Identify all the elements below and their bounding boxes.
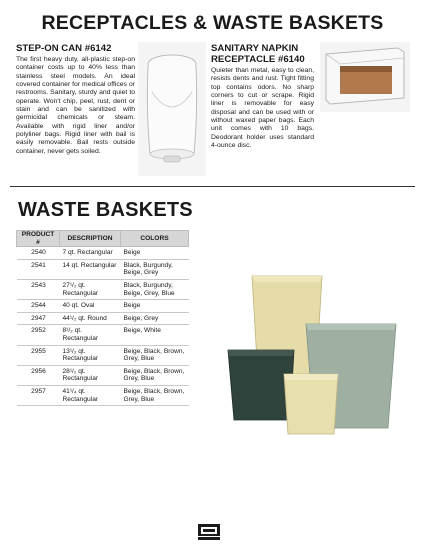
table-row	[17, 300, 189, 313]
brand-logo-icon	[198, 524, 220, 540]
product-number: 2541	[17, 259, 60, 279]
product-number: 2540	[17, 247, 60, 260]
table-row	[17, 259, 189, 279]
product-colors: Beige	[121, 247, 189, 260]
product-colors: Beige	[121, 300, 189, 313]
product-colors: Beige, Grey	[121, 312, 189, 325]
product-title-napkin-receptacle: SANITARY NAPKIN RECEPTACLE #6140	[211, 43, 305, 65]
beige-small-basket	[284, 374, 338, 434]
product-number: 2947	[17, 312, 60, 325]
product-description-step-on-can: The first heavy duty, all-plastic step-on container costs up to 40% less than stainless steel models. An ideal covered container for medical offices or restrooms. Sanitary, sturdy and quiet to operate. Won't chip, peel, rust, dent or stain and can be sanitized with germicidal chemicals or steam. Available with rigid liner and/or polyliner bags. Rigid liner with bail is easily removable. Bail rests outside container, never gets soiled.	[16, 56, 135, 155]
product-number: 2952	[17, 325, 60, 345]
table-header-colors: COLORS	[121, 231, 189, 247]
section-title: WASTE BASKETS	[18, 199, 193, 221]
waste-basket-table	[16, 230, 189, 406]
product-colors: Black, Burgundy, Beige, Grey, Blue	[121, 279, 189, 299]
table-row	[17, 345, 189, 365]
table-row	[17, 385, 189, 405]
product-description: 28¹/₂ qt. Rectangular	[60, 365, 121, 385]
table-row	[17, 279, 189, 299]
table-row	[17, 365, 189, 385]
product-colors: Black, Burgundy, Beige, Grey	[121, 259, 189, 279]
table-row	[17, 325, 189, 345]
product-description: 7 qt. Rectangular	[60, 247, 121, 260]
product-number: 2955	[17, 345, 60, 365]
product-number: 2543	[17, 279, 60, 299]
product-title-step-on-can: STEP-ON CAN #6142	[16, 43, 112, 54]
product-number: 2957	[17, 385, 60, 405]
product-colors: Beige, Black, Brown, Grey, Blue	[121, 345, 189, 365]
dark-green-basket	[228, 350, 294, 420]
product-number: 2956	[17, 365, 60, 385]
table-row	[17, 312, 189, 325]
product-description: 40 qt. Oval	[60, 300, 121, 313]
table-row	[17, 247, 189, 260]
product-description: 41¹/₄ qt. Rectangular	[60, 385, 121, 405]
product-colors: Beige, Black, Brown, Grey, Blue	[121, 385, 189, 405]
product-description: 13¹/₂ qt. Rectangular	[60, 345, 121, 365]
page-title: RECEPTACLES & WASTE BASKETS	[41, 12, 384, 34]
product-colors: Beige, White	[121, 325, 189, 345]
table-header-description: DESCRIPTION	[60, 231, 121, 247]
napkin-receptacle-image	[320, 42, 410, 112]
product-number: 2544	[17, 300, 60, 313]
section-divider	[10, 186, 415, 187]
step-on-can-image	[138, 42, 206, 176]
product-description: 27¹/₂ qt. Rectangular	[60, 279, 121, 299]
waste-baskets-image	[214, 270, 414, 440]
table-header-product: PRODUCT #	[17, 231, 60, 247]
product-description: 14 qt. Rectangular	[60, 259, 121, 279]
product-description-napkin-receptacle: Quieter than metal, easy to clean, resists dents and rust. Tight fitting top contains odors. No sharp corners to cut or scrape. Rigid liner is removable for easy disposal and can be used with or without waxed paper bags. Each unit comes with 10 bags. Deodorant holder uses standard 4-ounce disc.	[211, 67, 314, 150]
product-description: 44¹/₂ qt. Round	[60, 312, 121, 325]
product-colors: Beige, Black, Brown, Grey, Blue	[121, 365, 189, 385]
product-description: 8¹/₂ qt. Rectangular	[60, 325, 121, 345]
